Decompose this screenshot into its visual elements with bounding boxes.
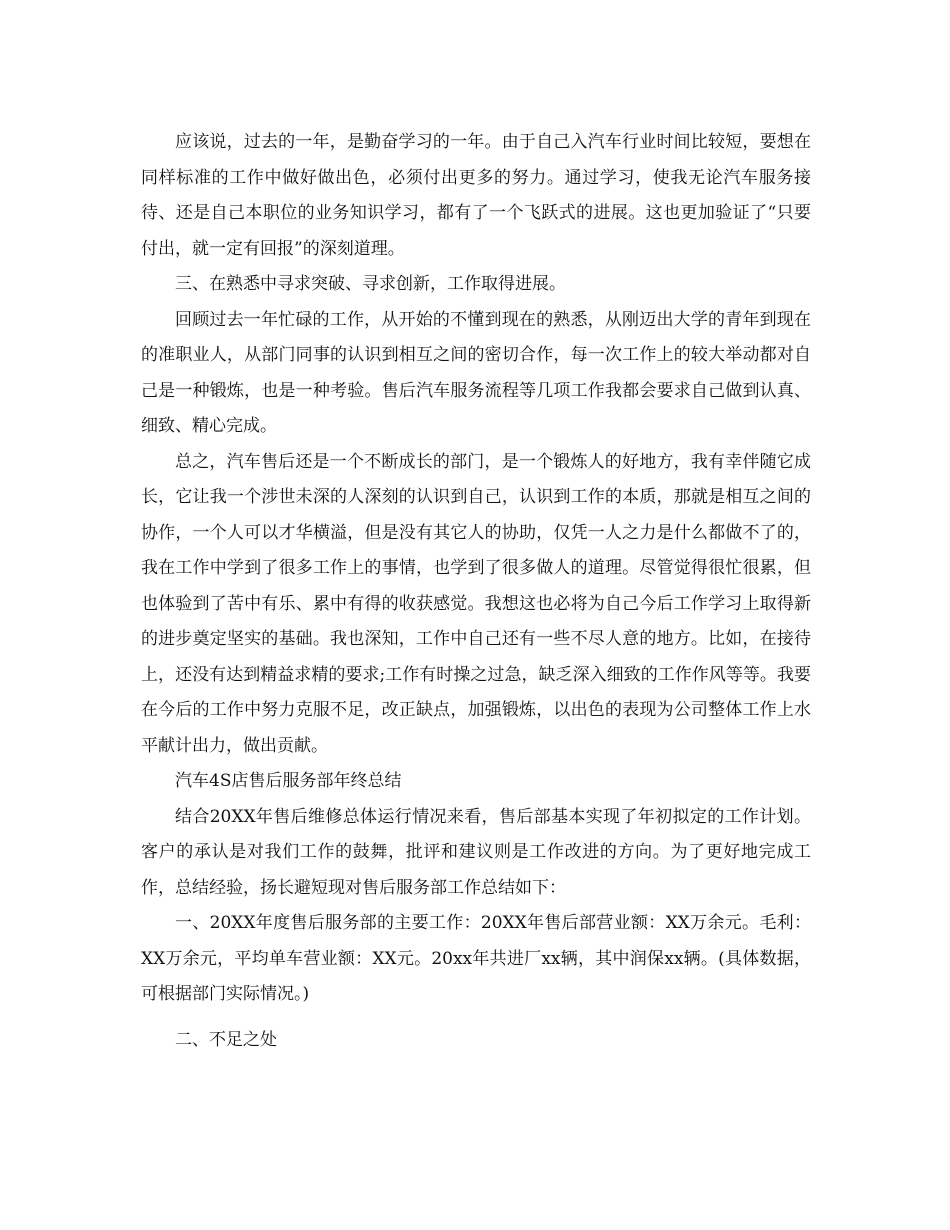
paragraph-main-work: 一、20XX年度售后服务部的主要工作：20XX年售后部营业额：XX万余元。毛利：XX万余元，平均单车营业额：XX元。20xx年共进厂xx辆，其中润保xx辆。(具体数据，可根据部门实际情况。) bbox=[141, 913, 811, 1004]
section-heading-shortcomings: 二、不足之处 bbox=[175, 1029, 277, 1050]
paragraph-study-year: 应该说，过去的一年，是勤奋学习的一年。由于自己入汽车行业时间比较短，要想在同样标准的工作中做好做出色，必须付出更多的努力。通过学习，使我无论汽车服务接待、还是自己本职位的业务知识学习，都有了一个飞跃式的进展。这也更加验证了“只要付出，就一定有回报”的深刻道理。 bbox=[141, 132, 811, 259]
paragraph-summary: 总之，汽车售后还是一个不断成长的部门，是一个锻炼人的好地方，我有幸伴随它成长，它让我一个涉世未深的人深刻的认识到自己，认识到工作的本质，那就是相互之间的协作，一个人可以才华横溢，但是没有其它人的协助，仅凭一人之力是什么都做不了的，我在工作中学到了很多工作上的事情，也学到了很多做人的道理。尽管觉得很忙很累，但也体验到了苦中有乐、累中有得的收获感觉。我想这也必将为自己今后工作学习上取得新的进步奠定坚实的基础。我也深知，工作中自己还有一些不尽人意的地方。比如，在接待上，还没有达到精益求精的要求;工作有时操之过急，缺乏深入细致的工作作风等等。我要在今后的工作中努力克服不足，改正缺点，加强锻炼，以出色的表现为公司整体工作上水平献计出力，做出贡献。 bbox=[141, 451, 811, 756]
document-body bbox=[141, 125, 811, 1058]
paragraph-intro-20xx: 结合20XX年售后维修总体运行情况来看，售后部基本实现了年初拟定的工作计划。客户的承认是对我们工作的鼓舞，批评和建议则是工作改进的方向。为了更好地完成工作，总结经验，扬长避短现对售后服务部工作总结如下： bbox=[141, 806, 811, 898]
document-subtitle: 汽车4S店售后服务部年终总结 bbox=[175, 771, 402, 791]
paragraph-review: 回顾过去一年忙碌的工作，从开始的不懂到现在的熟悉，从刚迈出大学的青年到现在的准职业人，从部门同事的认识到相互之间的密切合作，每一次工作上的较大举动都对自己是一种锻炼，也是一种考验。售后汽车服务流程等几项工作我都会要求自己做到认真、细致、精心完成。 bbox=[141, 309, 811, 436]
section-heading-three: 三、在熟悉中寻求突破、寻求创新，工作取得进展。 bbox=[175, 274, 566, 294]
